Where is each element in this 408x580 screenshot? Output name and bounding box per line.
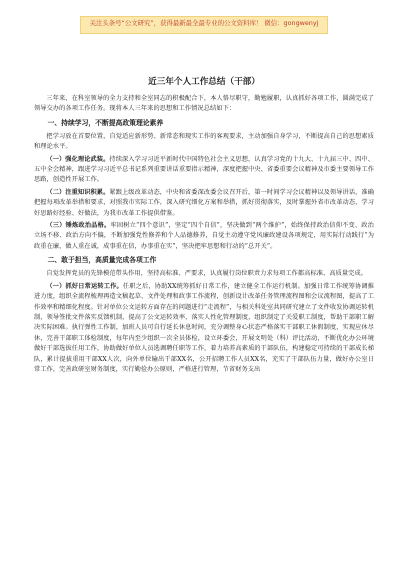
document-title: 近三年个人工作总结（干部） [148, 77, 260, 87]
paragraph-text: 持续深入学习习近平新时代中国特色社会主义思想，认真学习党的十九大、十九届三中、四中、五中全会精神，跟进学习习近平总书记系列重要讲话重要指示精神，深度把握中央、省委重要会议精神及市委主要领导工作思路，创造性开展工作。 [34, 155, 375, 184]
paragraph [34, 221, 374, 252]
paragraph [34, 155, 374, 186]
section-heading-2: 二、敢于担当，高质量完成各项工作 [47, 256, 157, 265]
paragraph-text: 紧跟上级改革动态，中央和省委深改委会议召开后，第一时间学习会议精神以及领导讲话，准确把握每项改革举措和要求，对照我市实际工作，深入研究细化方案和举措，抓好贯彻落实，及时掌握外省市改革动态，学习好思路好经验、好做法，为我市改革工作提供借鉴。 [34, 188, 375, 217]
section-heading-1: 一、持续学习，不断提高政策理论素养 [47, 118, 164, 127]
paragraph-text: 自觉发挥党员的先锋模范带头作用，坚持高标准、严要求，认真履行岗位职责力求每项工作都高标准、高质量完成。 [46, 270, 368, 278]
paragraph [34, 269, 374, 279]
paragraph [34, 132, 374, 153]
paragraph-text: 任职之后，协助XX统筹抓好日常工作，建立健全工作运行机制。加强日常工作统筹协调推进力度，组织全流程梳理再造文稿起草、文件处理和政事工作流程，创新设计改革任务管理流程图和会议流程图，提高了工作效率和精细化程度。针对单位公文运转方面存在的问题进行“走流程”，与相关科处室共同研究建立了文件收发协调运转机制，领导签批文件落实反馈机制，提高了公文运转效率，落实人性化管理制度，组织制定了关爱职工制度，帮助干部职工解决实际困难。执行弹性工作制，加班人员可自行延长休息时间，充分调整身心状态严格落实干部职工休假制度，实现应休尽休，完善干部职工体检制度，每年内至少组织一次全员体检，设立环委会，开展文明处（科）评比活动，不断优化办公环境做好干部选拔任用工作，协助做好单位人员选调聘任职等工作，着力培养高素质的干部队伍，构建稳定可持续的干部成长梯队，累计提拔重用干部XX人次，向外单位输出干部XX名，公开招聘工作人员XX名，充实了干部队伍力量，做好办公室日常工作，完善政研室财务制度，实行勤俭办公原则，严格进行管理，节省财务支出 [34, 282, 374, 373]
promo-banner [80, 16, 328, 34]
promo-banner-text: 关注头条号“公文研究”，获得最新最全最专业的公文资料库！ 微信：gongwenyj [89, 19, 319, 27]
paragraph [34, 282, 374, 376]
subheading: （一）强化理论武装。 [46, 155, 110, 163]
paragraph [34, 188, 374, 219]
subheading: （一）抓好日常运转工作。 [46, 282, 123, 290]
subheading: （二）注重知识积累。 [46, 188, 110, 196]
subheading: （三）锤炼政治品格。 [46, 222, 111, 230]
paragraph-text: 把学习放在首要位置，自觉适应新形势、新常态和现实工作的客观要求，主动加强自身学习，不断提高自己的思想素质和理论水平。 [34, 132, 374, 151]
intro-paragraph: 三年来，在科室领导的全力支持和全室同志的积极配合下，本人恪尽职守，勤勉履职，认真抓好各项工作，圆满完成了领导交办的各项工作任务。现将本人三年来的思想和工作情况总结如下： [34, 95, 374, 113]
paragraph-text: 牢固树立“四个意识”，坚定“四个自信”，坚决做到“两个维护”，始终保持政治信仰不变、政治立场不移、政治方向不偏，不断加强党性修养和个人品德修养，自觉主动遵守党风廉政建设各项规定，用实际行动践行“为政重在廉，做人重在诚，成事重在信，办事重在实”，坚决把牢思想和行动的“总开关”。 [34, 222, 375, 250]
document-body [34, 76, 374, 377]
